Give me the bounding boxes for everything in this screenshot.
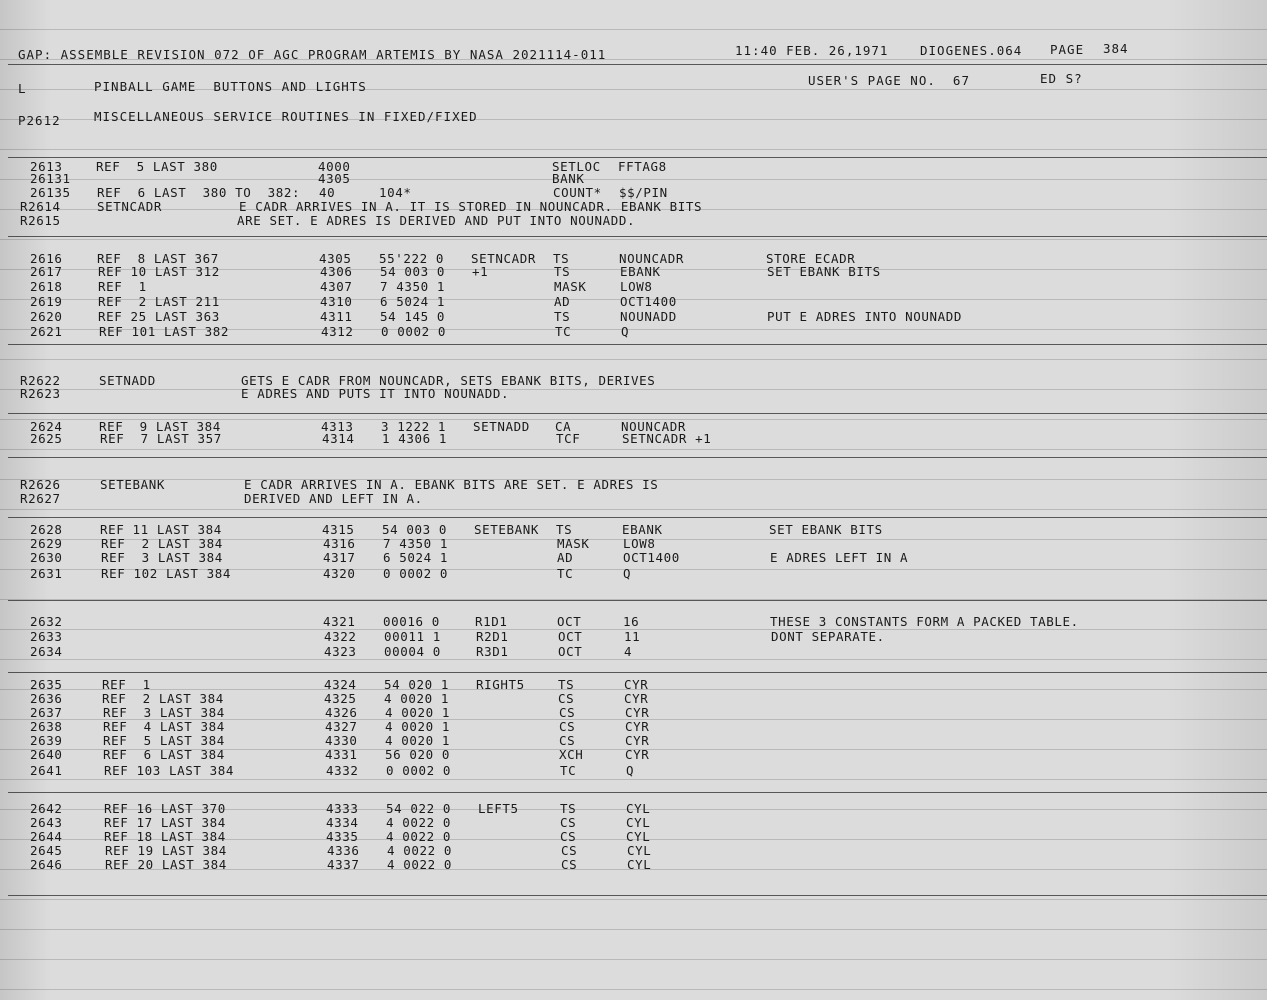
row-ln: R2622: [20, 373, 61, 388]
row-label: SETNADD: [473, 419, 530, 434]
row-word: 7 4350 1: [383, 536, 449, 551]
row-ln: 2629: [30, 536, 63, 551]
section-divider: [8, 344, 1267, 345]
row-ln: 2619: [30, 294, 63, 309]
row-comment: PUT E ADRES INTO NOUNADD: [767, 309, 963, 324]
row-comment: DERIVED AND LEFT IN A.: [244, 491, 423, 506]
row-addr: 4000: [318, 159, 351, 174]
row-addr: 4317: [323, 550, 356, 565]
row-ref: REF 20 LAST 384: [105, 857, 227, 872]
row-op: CS: [558, 691, 575, 706]
row-addr: 4315: [322, 522, 355, 537]
row-operand: Q: [626, 763, 635, 778]
row-ln: R2626: [20, 477, 61, 492]
row-op: CS: [559, 719, 576, 734]
row-operand: LOW8: [623, 536, 656, 551]
row-word: 3 1222 1: [381, 419, 447, 434]
row-op: CS: [561, 843, 578, 858]
row-label: +1: [472, 264, 489, 279]
row-ref: REF 9 LAST 384: [99, 419, 221, 434]
row-comment: THESE 3 CONSTANTS FORM A PACKED TABLE.: [770, 614, 1079, 629]
row-ln: 2632: [30, 614, 63, 629]
row-op: TC: [557, 566, 574, 581]
row-comment: E ADRES AND PUTS IT INTO NOUNADD.: [241, 386, 510, 401]
row-addr: 4314: [322, 431, 355, 446]
row-label: LEFT5: [478, 801, 519, 816]
row-ref: REF 10 LAST 312: [98, 264, 220, 279]
row-ref: REF 2 LAST 384: [102, 691, 224, 706]
row-ref: REF 101 LAST 382: [99, 324, 230, 339]
row-ln: 2618: [30, 279, 63, 294]
row-addr: 4312: [321, 324, 354, 339]
row-word: 56 020 0: [385, 747, 451, 762]
row-ln: 2638: [30, 719, 63, 734]
row-ln: 2643: [30, 815, 63, 830]
row-operand: CYL: [627, 843, 652, 858]
row-comment: STORE ECADR: [766, 251, 856, 266]
row-operand: Q: [623, 566, 632, 581]
row-op: XCH: [559, 747, 584, 762]
row-label: RIGHT5: [476, 677, 525, 692]
row-operand: EBANK: [620, 264, 661, 279]
row-op: TC: [555, 324, 572, 339]
row-comment: ARE SET. E ADRES IS DERIVED AND PUT INTO NOUNADD.: [237, 213, 636, 228]
row-ln: 2640: [30, 747, 63, 762]
row-op: TS: [553, 251, 570, 266]
row-ln: 2620: [30, 309, 63, 324]
row-ref: REF 102 LAST 384: [101, 566, 232, 581]
row-ln: 2633: [30, 629, 63, 644]
row-addr: 4324: [324, 677, 357, 692]
row-ref: REF 11 LAST 384: [100, 522, 222, 537]
listing-row: [0, 567, 1267, 597]
row-op: CS: [559, 733, 576, 748]
row-word: 0 0002 0: [386, 763, 452, 778]
row-op: TS: [560, 801, 577, 816]
row-ln: R2627: [20, 491, 61, 506]
row-operand: CYR: [624, 691, 649, 706]
row-word: 00004 0: [384, 644, 441, 659]
row-op: CS: [560, 815, 577, 830]
row-word: 6 5024 1: [380, 294, 446, 309]
row-ln: 2639: [30, 733, 63, 748]
row-operand: NOUNCADR: [619, 251, 685, 266]
row-operand: FFTAG8: [618, 159, 667, 174]
row-ref: REF 4 LAST 384: [103, 719, 225, 734]
row-addr: 4334: [326, 815, 359, 830]
row-ln: 2642: [30, 801, 63, 816]
row-word: 00011 1: [384, 629, 441, 644]
row-addr: 4321: [323, 614, 356, 629]
row-word: 0 0002 0: [381, 324, 447, 339]
row-ln: 2636: [30, 691, 63, 706]
row-word: 7 4350 1: [380, 279, 446, 294]
row-op: TS: [554, 264, 571, 279]
row-addr: 4332: [326, 763, 359, 778]
ed-marker: ED S?: [1040, 71, 1083, 86]
section-divider: [8, 413, 1267, 414]
section-divider: [8, 895, 1267, 896]
row-addr: 4337: [327, 857, 360, 872]
listing-row: [0, 858, 1267, 888]
row-ln: R2614: [20, 199, 61, 214]
row-word: 4 0020 1: [385, 719, 451, 734]
row-op: CS: [561, 857, 578, 872]
row-ln: R2623: [20, 386, 61, 401]
row-op: MASK: [557, 536, 590, 551]
section-divider: [8, 157, 1267, 158]
row-word: 6 5024 1: [383, 550, 449, 565]
row-operand: $$/PIN: [619, 185, 668, 200]
row-op: SETLOC: [552, 159, 601, 174]
listing-title: GAP: ASSEMBLE REVISION 072 OF AGC PROGRAM ARTEMIS BY NASA 2021114-011: [18, 47, 607, 62]
row-label: R1D1: [475, 614, 508, 629]
row-operand: LOW8: [620, 279, 653, 294]
row-ref: REF 8 LAST 367: [97, 251, 219, 266]
row-ln: 2646: [30, 857, 63, 872]
subtitle-marker: L: [18, 81, 27, 96]
row-ln: 2628: [30, 522, 63, 537]
row-op: MASK: [554, 279, 587, 294]
row-ln: 2617: [30, 264, 63, 279]
row-word: 54 003 0: [382, 522, 448, 537]
row-word: 54 003 0: [380, 264, 446, 279]
row-op: OCT: [557, 614, 582, 629]
section-divider: [8, 672, 1267, 673]
row-ref: SETNCADR: [97, 199, 163, 214]
page-label: PAGE: [1050, 42, 1085, 57]
row-addr: 4331: [325, 747, 358, 762]
row-op: OCT: [558, 629, 583, 644]
row-comment: E ADRES LEFT IN A: [770, 550, 909, 565]
row-addr: 40: [319, 185, 336, 200]
row-ln: 2616: [30, 251, 63, 266]
row-word: 54 022 0: [386, 801, 452, 816]
row-comment: DONT SEPARATE.: [771, 629, 885, 644]
row-word: 54 020 1: [384, 677, 450, 692]
row-operand: CYR: [625, 719, 650, 734]
row-operand: Q: [621, 324, 630, 339]
row-word: 4 0020 1: [384, 691, 450, 706]
row-addr: 4305: [319, 251, 352, 266]
row-ref: SETNADD: [99, 373, 156, 388]
row-word: 4 0022 0: [387, 857, 453, 872]
row-ref: REF 5 LAST 380: [96, 159, 218, 174]
listing-row: [0, 214, 1267, 244]
row-ref: REF 16 LAST 370: [104, 801, 226, 816]
row-operand: CYR: [625, 733, 650, 748]
row-ref: REF 18 LAST 384: [104, 829, 226, 844]
row-word: 55'222 0: [379, 251, 445, 266]
rule: [8, 64, 1267, 65]
row-addr: 4306: [320, 264, 353, 279]
row-ln: 2634: [30, 644, 63, 659]
row-ref: REF 7 LAST 357: [100, 431, 222, 446]
section-divider: [8, 517, 1267, 518]
row-operand: SETNCADR +1: [622, 431, 712, 446]
page-number: 384: [1103, 41, 1129, 56]
row-addr: 4320: [323, 566, 356, 581]
row-op: CA: [555, 419, 572, 434]
row-ref: REF 19 LAST 384: [105, 843, 227, 858]
row-ln: 2645: [30, 843, 63, 858]
listing-subtitle: PINBALL GAME BUTTONS AND LIGHTS: [94, 79, 367, 94]
row-addr: 4322: [324, 629, 357, 644]
row-ln: 2635: [30, 677, 63, 692]
listing-row: [0, 764, 1267, 794]
row-word: 4 0020 1: [385, 733, 451, 748]
row-comment: E CADR ARRIVES IN A. IT IS STORED IN NOUNCADR. EBANK BITS: [239, 199, 703, 214]
row-word: 4 0022 0: [386, 829, 452, 844]
section-title: MISCELLANEOUS SERVICE ROUTINES IN FIXED/FIXED: [94, 109, 478, 124]
row-ln: 2644: [30, 829, 63, 844]
row-op: OCT: [558, 644, 583, 659]
row-addr: 4323: [324, 644, 357, 659]
row-word: 104*: [379, 185, 412, 200]
row-ln: 2641: [30, 763, 63, 778]
row-operand: OCT1400: [620, 294, 677, 309]
row-ln: 2624: [30, 419, 63, 434]
row-op: TS: [554, 309, 571, 324]
row-operand: CYL: [626, 829, 651, 844]
row-word: 0 0002 0: [383, 566, 449, 581]
section-divider: [8, 600, 1267, 601]
row-addr: 4336: [327, 843, 360, 858]
section-divider: [8, 792, 1267, 793]
row-ln: 2631: [30, 566, 63, 581]
row-ln: 26131: [30, 171, 71, 186]
row-ref: REF 3 LAST 384: [103, 705, 225, 720]
row-operand: NOUNCADR: [621, 419, 687, 434]
row-operand: EBANK: [622, 522, 663, 537]
row-word: 4 0022 0: [387, 843, 453, 858]
row-label: R2D1: [476, 629, 509, 644]
row-op: TS: [558, 677, 575, 692]
row-ln: 26135: [30, 185, 71, 200]
row-addr: 4326: [325, 705, 358, 720]
row-ln: 2625: [30, 431, 63, 446]
row-comment: E CADR ARRIVES IN A. EBANK BITS ARE SET. E ADRES IS: [244, 477, 659, 492]
row-ref: REF 17 LAST 384: [104, 815, 226, 830]
section-id: P2612: [18, 113, 61, 128]
row-addr: 4327: [325, 719, 358, 734]
users-page-number: USER'S PAGE NO. 67: [808, 73, 970, 88]
row-ref: REF 5 LAST 384: [103, 733, 225, 748]
row-operand: CYR: [624, 677, 649, 692]
listing-timestamp: 11:40 FEB. 26,1971: [735, 43, 889, 58]
row-addr: 4307: [320, 279, 353, 294]
row-addr: 4325: [324, 691, 357, 706]
row-operand: CYL: [626, 815, 651, 830]
row-addr: 4333: [326, 801, 359, 816]
row-ref: REF 2 LAST 384: [101, 536, 223, 551]
row-comment: SET EBANK BITS: [767, 264, 881, 279]
section-divider: [8, 236, 1267, 237]
row-op: AD: [557, 550, 574, 565]
row-comment: GETS E CADR FROM NOUNCADR, SETS EBANK BITS, DERIVES: [241, 373, 656, 388]
row-op: CS: [560, 829, 577, 844]
row-word: 1 4306 1: [382, 431, 448, 446]
row-operand: 4: [624, 644, 633, 659]
row-ln: R2615: [20, 213, 61, 228]
row-ref: REF 2 LAST 211: [98, 294, 220, 309]
row-ln: 2613: [30, 159, 63, 174]
row-op: AD: [554, 294, 571, 309]
row-op: TCF: [556, 431, 581, 446]
row-operand: NOUNADD: [620, 309, 677, 324]
row-ln: 2637: [30, 705, 63, 720]
row-op: TC: [560, 763, 577, 778]
row-operand: CYL: [626, 801, 651, 816]
row-ref: REF 3 LAST 384: [101, 550, 223, 565]
row-word: 4 0020 1: [385, 705, 451, 720]
row-ln: 2621: [30, 324, 63, 339]
row-operand: 16: [623, 614, 640, 629]
row-addr: 4310: [320, 294, 353, 309]
row-operand: CYR: [625, 705, 650, 720]
row-ref: REF 1: [102, 677, 151, 692]
section-divider: [8, 457, 1267, 458]
row-addr: 4305: [318, 171, 351, 186]
row-label: SETEBANK: [474, 522, 540, 537]
row-ref: REF 1: [98, 279, 147, 294]
row-addr: 4313: [321, 419, 354, 434]
row-operand: 11: [624, 629, 641, 644]
listing-system: DIOGENES.064: [920, 43, 1023, 58]
row-ln: 2630: [30, 550, 63, 565]
row-word: 4 0022 0: [386, 815, 452, 830]
row-operand: OCT1400: [623, 550, 680, 565]
row-ref: REF 6 LAST 380 TO 382:: [97, 185, 301, 200]
row-ref: REF 25 LAST 363: [98, 309, 220, 324]
row-word: 00016 0: [383, 614, 440, 629]
row-op: BANK: [552, 171, 585, 186]
row-addr: 4330: [325, 733, 358, 748]
row-op: CS: [559, 705, 576, 720]
row-addr: 4335: [326, 829, 359, 844]
row-label: SETNCADR: [471, 251, 537, 266]
row-word: 54 145 0: [380, 309, 446, 324]
listing-row: [0, 325, 1267, 355]
row-operand: CYL: [627, 857, 652, 872]
row-ref: REF 6 LAST 384: [103, 747, 225, 762]
listing-row: [0, 645, 1267, 675]
row-op: COUNT*: [553, 185, 602, 200]
row-addr: 4311: [320, 309, 353, 324]
row-ref: SETEBANK: [100, 477, 166, 492]
row-comment: SET EBANK BITS: [769, 522, 883, 537]
row-label: R3D1: [476, 644, 509, 659]
row-addr: 4316: [323, 536, 356, 551]
row-ref: REF 103 LAST 384: [104, 763, 235, 778]
row-operand: CYR: [625, 747, 650, 762]
row-op: TS: [556, 522, 573, 537]
